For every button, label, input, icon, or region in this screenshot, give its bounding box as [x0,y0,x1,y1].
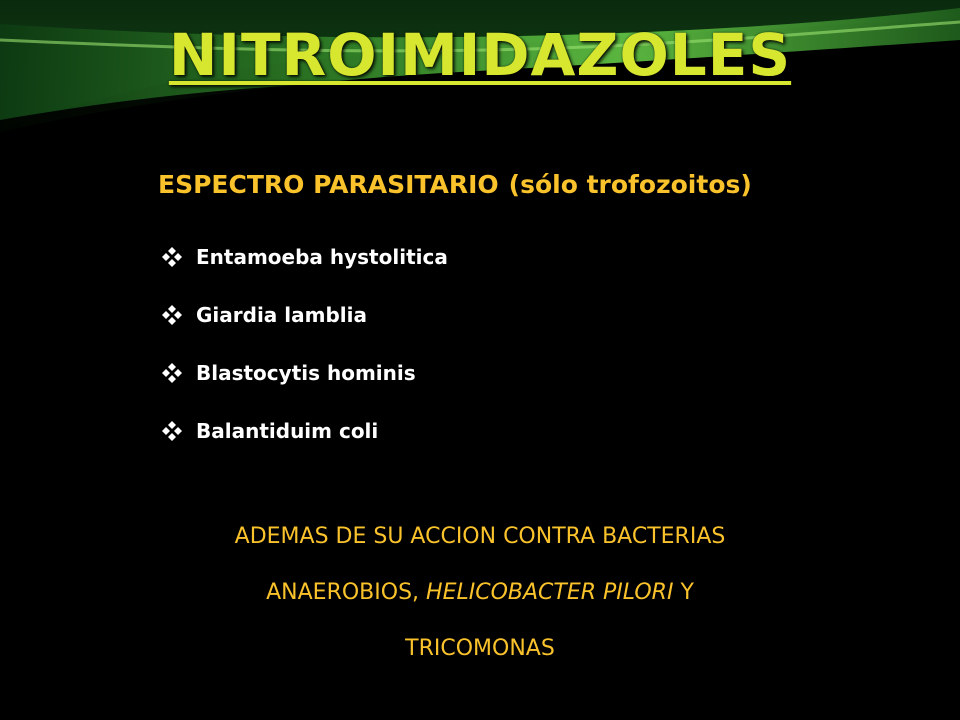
footer-line-1: ADEMAS DE SU ACCION CONTRA BACTERIAS [234,524,726,549]
list-item-label: Balantiduim coli [196,419,379,443]
parasite-list [160,228,448,460]
footer-line-2-prefix: ANAEROBIOS, [266,580,427,605]
list-item [160,286,448,344]
diamond-bullet-icon [160,363,184,383]
list-item-label: Entamoeba hystolitica [196,245,448,269]
footer-line-2 [0,571,960,627]
list-item [160,344,448,402]
diamond-bullet-icon [160,247,184,267]
diamond-bullet-icon [160,305,184,325]
section-heading-note: (sólo trofozoitos) [508,170,752,199]
list-item [160,228,448,286]
list-item [160,402,448,460]
section-heading-text: ESPECTRO PARASITARIO [158,170,499,199]
footer-line-2-suffix: Y [673,580,694,605]
list-item-label: Giardia lamblia [196,303,367,327]
slide-title: NITROIMIDAZOLES [168,21,792,89]
footer-line-3: TRICOMONAS [405,636,555,661]
list-item-label: Blastocytis hominis [196,361,416,385]
diamond-bullet-icon [160,421,184,441]
footer-line-2-italic: HELICOBACTER PILORI [426,580,674,605]
footer-note [0,515,960,683]
section-heading [158,170,752,199]
